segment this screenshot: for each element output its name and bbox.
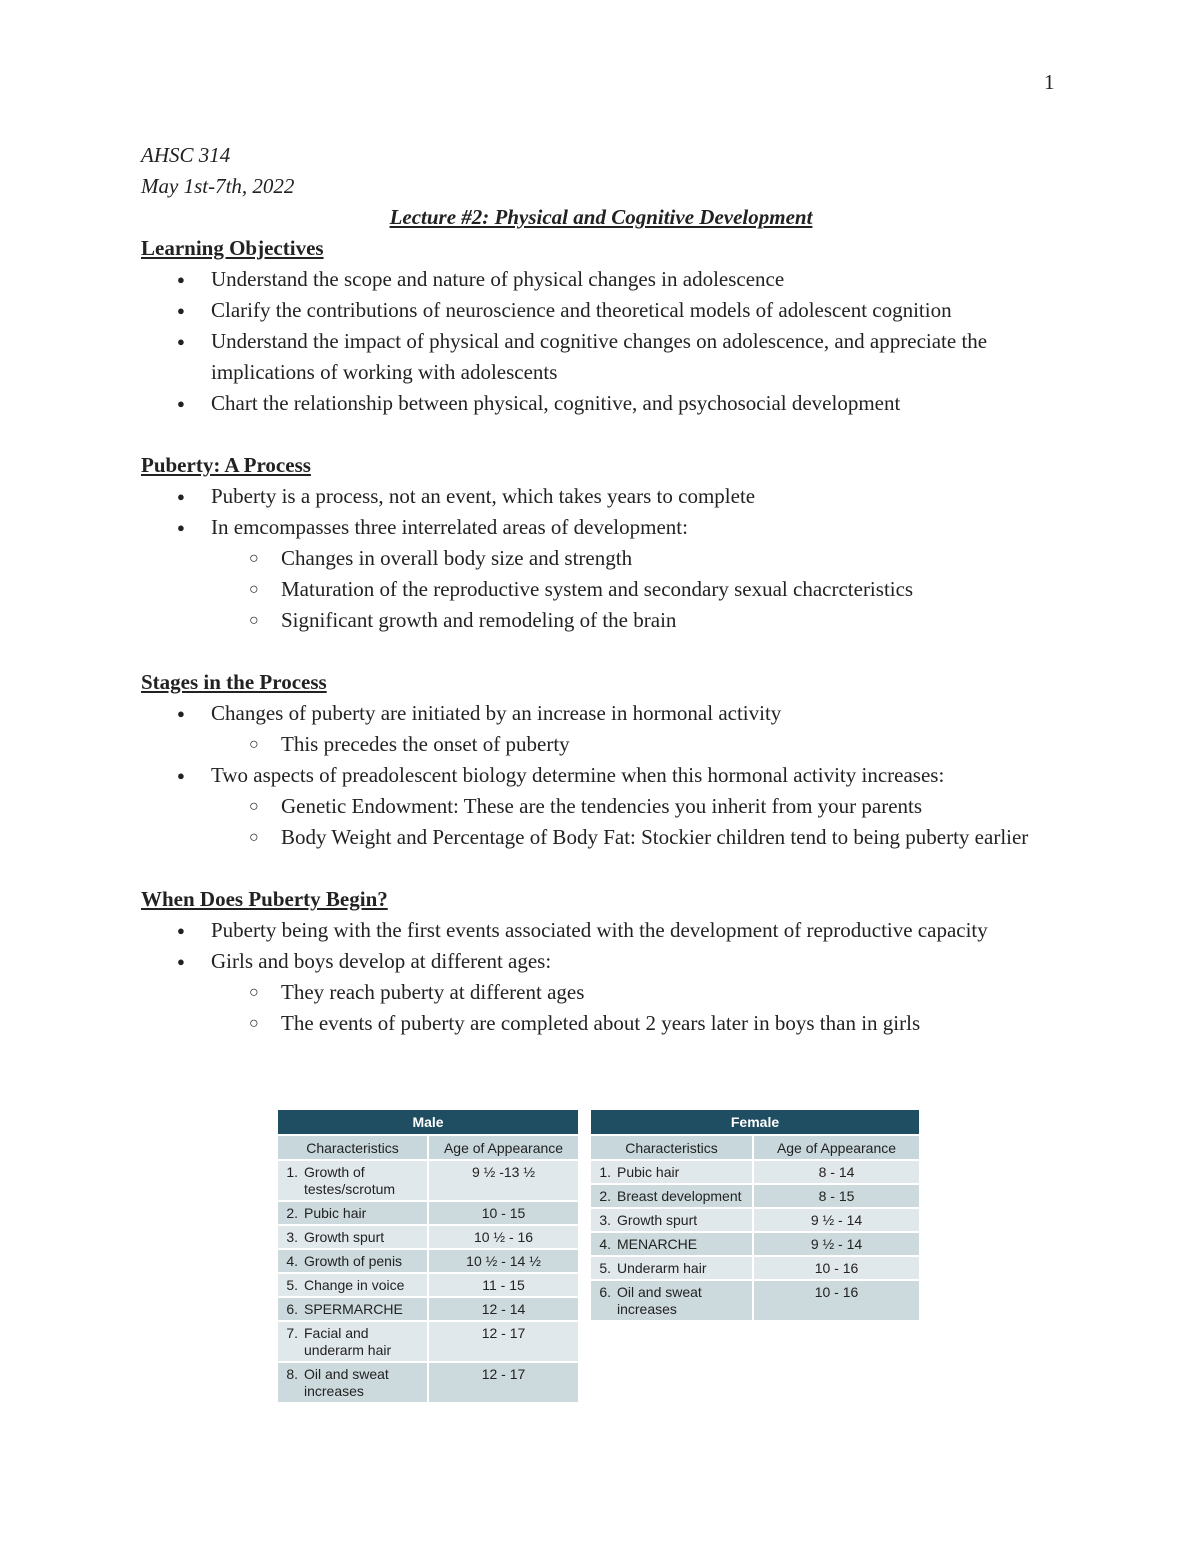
bullet-icon: ●	[177, 923, 185, 938]
table-row	[278, 1273, 578, 1297]
characteristic-cell: Growth of penis	[302, 1249, 428, 1273]
characteristic-cell: Pubic hair	[615, 1160, 753, 1184]
table-row	[591, 1184, 919, 1208]
list-item: ● Two aspects of preadolescent biology determine when this hormonal activity increases: ○ Genetic Endowment: These are the tendencies you inherit from your parents ○ Body Weight and Percentage of Body Fat: Stockier children tend to being puberty earlier	[141, 760, 1061, 853]
characteristic-cell: Oil and sweat increases	[615, 1280, 753, 1320]
puberty-heading: Puberty: A Process	[141, 453, 311, 477]
sub-list-item: ○ Changes in overall body size and strength	[211, 543, 1061, 574]
stages-sublist-1	[211, 729, 1061, 760]
circle-bullet-icon: ○	[249, 984, 259, 1001]
circle-bullet-icon: ○	[249, 612, 259, 629]
objectives-heading: Learning Objectives	[141, 236, 324, 260]
row-number: 2.	[278, 1201, 302, 1225]
sub-list-item: ○ This precedes the onset of puberty	[211, 729, 1061, 760]
lecture-title: Lecture #2: Physical and Cognitive Development	[389, 205, 813, 229]
table-row	[591, 1280, 919, 1320]
circle-bullet-icon: ○	[249, 736, 259, 753]
bullet-icon: ●	[177, 396, 185, 411]
list-item: ● Puberty being with the first events associated with the development of reproductive capacity	[141, 915, 1061, 946]
age-cell: 12 - 17	[428, 1321, 578, 1362]
bullet-icon: ●	[177, 768, 185, 783]
course-code: AHSC 314	[141, 143, 231, 167]
circle-bullet-icon: ○	[249, 829, 259, 846]
bullet-icon: ●	[177, 520, 185, 535]
table-row	[278, 1225, 578, 1249]
age-cell: 12 - 17	[428, 1362, 578, 1402]
female-table-body	[591, 1160, 919, 1320]
begin-heading: When Does Puberty Begin?	[141, 887, 388, 911]
circle-bullet-icon: ○	[249, 550, 259, 567]
characteristic-cell: Growth spurt	[615, 1208, 753, 1232]
age-cell: 10 - 15	[428, 1201, 578, 1225]
age-cell: 10 ½ - 14 ½	[428, 1249, 578, 1273]
characteristic-cell: SPERMARCHE	[302, 1297, 428, 1321]
list-item: ● Understand the scope and nature of physical changes in adolescence	[141, 264, 1061, 295]
stages-sublist-2	[211, 791, 1061, 853]
sub-list-item: ○ Maturation of the reproductive system and secondary sexual chacrcteristics	[211, 574, 1061, 605]
characteristic-cell: Pubic hair	[302, 1201, 428, 1225]
table-row	[278, 1321, 578, 1362]
list-item: ● Changes of puberty are initiated by an increase in hormonal activity ○ This precedes the onset of puberty	[141, 698, 1061, 760]
age-cell: 9 ½ - 14	[753, 1208, 919, 1232]
puberty-list	[141, 481, 1061, 636]
row-number: 5.	[278, 1273, 302, 1297]
characteristic-cell: MENARCHE	[615, 1232, 753, 1256]
male-table-title: Male	[278, 1110, 578, 1135]
female-table	[591, 1110, 919, 1320]
table-row	[591, 1256, 919, 1280]
female-col-age: Age of Appearance	[753, 1135, 919, 1160]
male-col-age: Age of Appearance	[428, 1135, 578, 1160]
male-table-body	[278, 1160, 578, 1402]
row-number: 2.	[591, 1184, 615, 1208]
row-number: 7.	[278, 1321, 302, 1362]
list-item: ● Clarify the contributions of neuroscience and theoretical models of adolescent cognition	[141, 295, 1061, 326]
age-cell: 8 - 15	[753, 1184, 919, 1208]
sub-list-item: ○ The events of puberty are completed about 2 years later in boys than in girls	[211, 1008, 1061, 1039]
bullet-icon: ●	[177, 334, 185, 349]
sub-list-item: ○ They reach puberty at different ages	[211, 977, 1061, 1008]
sub-list-item: ○ Significant growth and remodeling of the brain	[211, 605, 1061, 636]
list-item: ● Puberty is a process, not an event, which takes years to complete	[141, 481, 1061, 512]
table-row	[591, 1232, 919, 1256]
document-body	[141, 140, 1061, 1039]
row-number: 3.	[591, 1208, 615, 1232]
age-cell: 8 - 14	[753, 1160, 919, 1184]
row-number: 1.	[591, 1160, 615, 1184]
female-table-title: Female	[591, 1110, 919, 1135]
age-cell: 11 - 15	[428, 1273, 578, 1297]
row-number: 5.	[591, 1256, 615, 1280]
circle-bullet-icon: ○	[249, 1015, 259, 1032]
circle-bullet-icon: ○	[249, 798, 259, 815]
bullet-icon: ●	[177, 303, 185, 318]
characteristic-cell: Growth spurt	[302, 1225, 428, 1249]
list-item: ● Girls and boys develop at different ages: ○ They reach puberty at different ages ○ The events of puberty are completed about 2 years later in boys than in girls	[141, 946, 1061, 1039]
age-cell: 10 - 16	[753, 1256, 919, 1280]
table-row	[591, 1208, 919, 1232]
row-number: 1.	[278, 1160, 302, 1201]
characteristic-cell: Underarm hair	[615, 1256, 753, 1280]
lecture-date: May 1st-7th, 2022	[141, 174, 295, 198]
begin-sublist	[211, 977, 1061, 1039]
sub-list-item: ○ Body Weight and Percentage of Body Fat: Stockier children tend to being puberty earlier	[211, 822, 1061, 853]
row-number: 4.	[591, 1232, 615, 1256]
characteristic-cell: Growth of testes/scrotum	[302, 1160, 428, 1201]
table-row	[278, 1160, 578, 1201]
row-number: 3.	[278, 1225, 302, 1249]
characteristic-cell: Breast development	[615, 1184, 753, 1208]
table-row	[278, 1201, 578, 1225]
age-cell: 9 ½ -13 ½	[428, 1160, 578, 1201]
row-number: 4.	[278, 1249, 302, 1273]
bullet-icon: ●	[177, 706, 185, 721]
characteristic-cell: Change in voice	[302, 1273, 428, 1297]
bullet-icon: ●	[177, 489, 185, 504]
characteristic-cell: Facial and underarm hair	[302, 1321, 428, 1362]
puberty-sublist	[211, 543, 1061, 636]
table-row	[591, 1160, 919, 1184]
age-cell: 10 ½ - 16	[428, 1225, 578, 1249]
begin-list	[141, 915, 1061, 1039]
sub-list-item: ○ Genetic Endowment: These are the tendencies you inherit from your parents	[211, 791, 1061, 822]
male-col-characteristics: Characteristics	[278, 1135, 428, 1160]
characteristic-cell: Oil and sweat increases	[302, 1362, 428, 1402]
row-number: 6.	[591, 1280, 615, 1320]
bullet-icon: ●	[177, 272, 185, 287]
list-item: ● Understand the impact of physical and cognitive changes on adolescence, and appreciate the implications of working with adolescents	[141, 326, 1061, 388]
table-row	[278, 1362, 578, 1402]
objectives-list	[141, 264, 1061, 419]
table-row	[278, 1297, 578, 1321]
female-col-characteristics: Characteristics	[591, 1135, 753, 1160]
circle-bullet-icon: ○	[249, 581, 259, 598]
stages-list	[141, 698, 1061, 853]
age-cell: 10 - 16	[753, 1280, 919, 1320]
list-item: ● In emcompasses three interrelated areas of development: ○ Changes in overall body size and strength ○ Maturation of the reproductive system and secondary sexual chacrcteristics ○ Significant growth and remodeling of the brain	[141, 512, 1061, 636]
stages-heading: Stages in the Process	[141, 670, 327, 694]
age-cell: 9 ½ - 14	[753, 1232, 919, 1256]
row-number: 8.	[278, 1362, 302, 1402]
page-number: 1	[1044, 70, 1055, 94]
bullet-icon: ●	[177, 954, 185, 969]
age-cell: 12 - 14	[428, 1297, 578, 1321]
table-row	[278, 1249, 578, 1273]
male-table	[278, 1110, 578, 1402]
list-item: ● Chart the relationship between physical, cognitive, and psychosocial development	[141, 388, 1061, 419]
row-number: 6.	[278, 1297, 302, 1321]
